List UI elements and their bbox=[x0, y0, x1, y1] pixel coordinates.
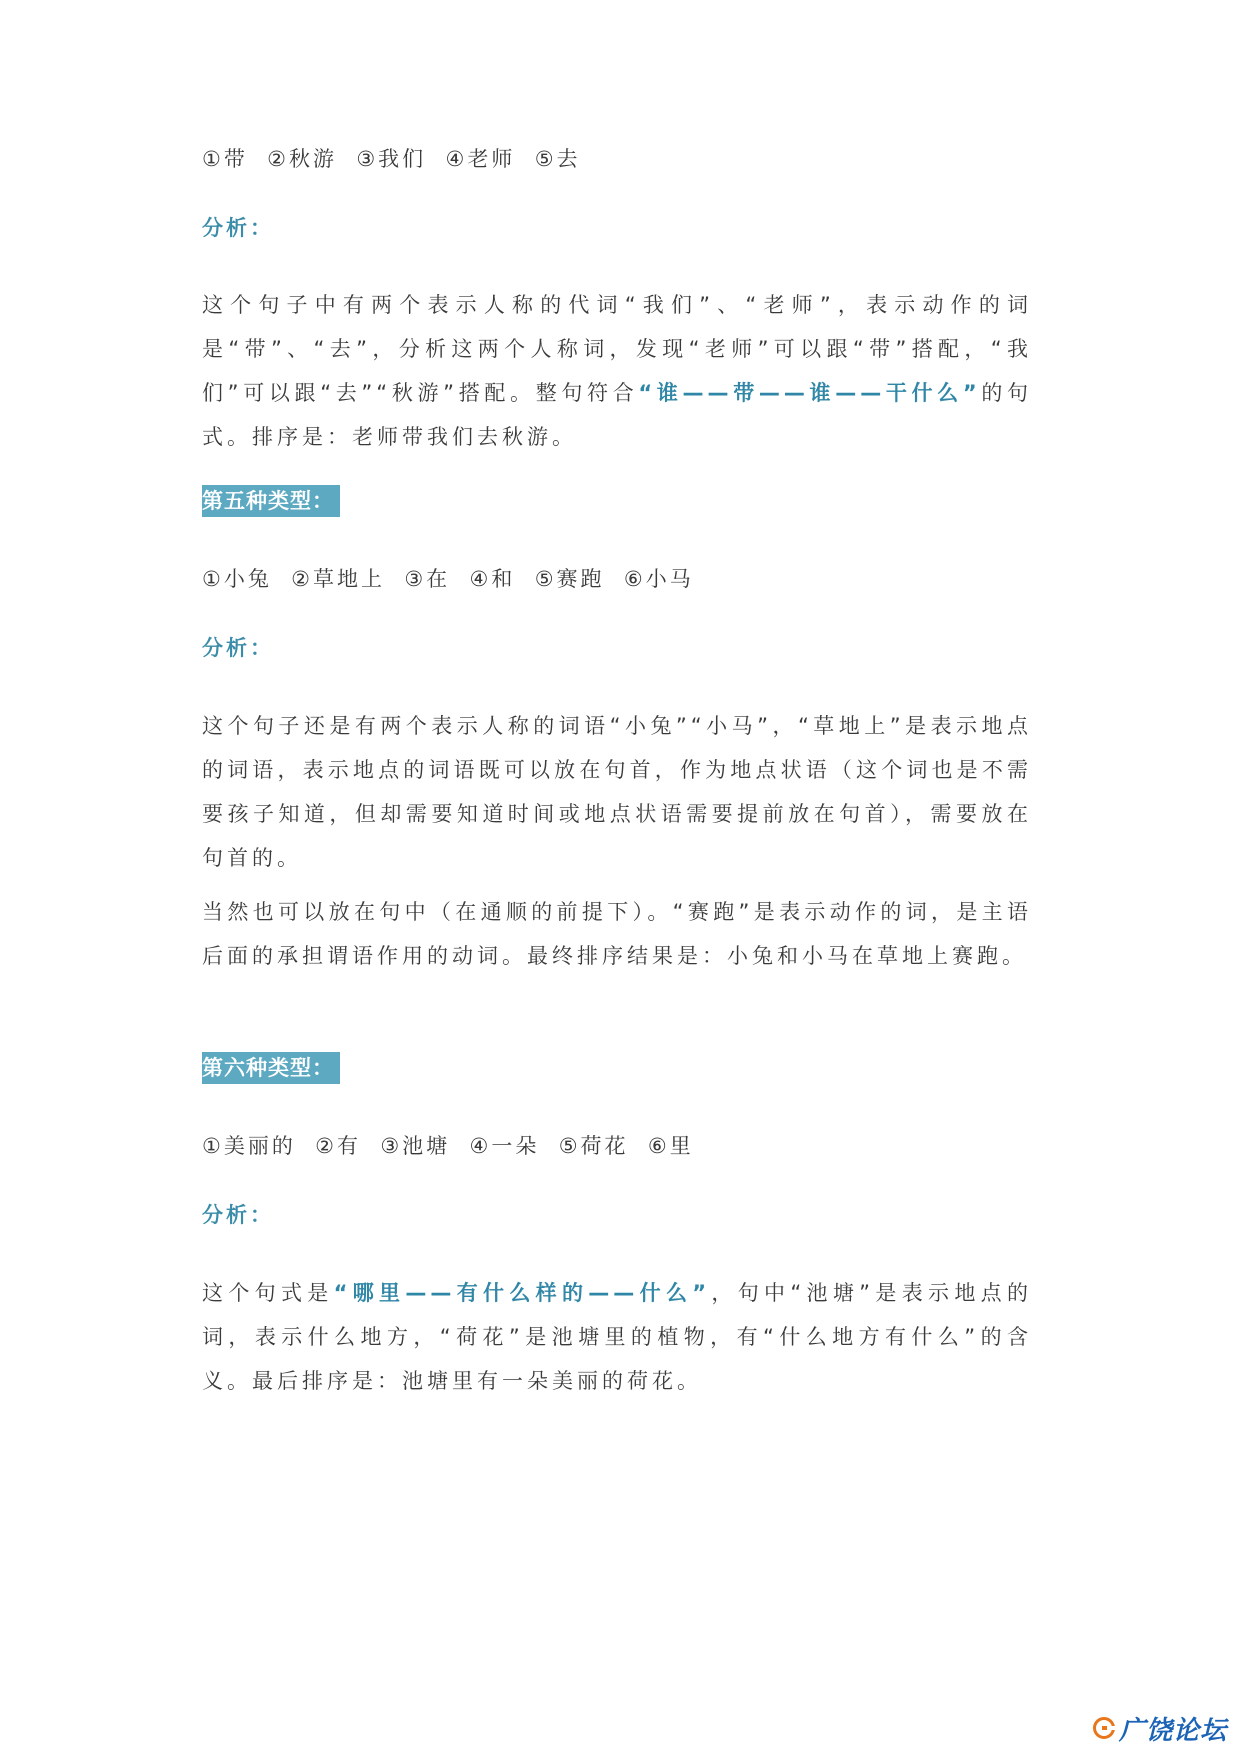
paragraph-text: 这个句子中有两个表示人称的代词“我们”、“老师”，表示动作的词是“带”、“去”，分析这两个人称词，发现“老师”可以跟“带”搭配，“我们”可以跟“去”“秋游”搭配。整句符合 bbox=[202, 293, 1032, 405]
site-watermark bbox=[1093, 1710, 1227, 1746]
sentence-pattern-highlight: “哪里——有什么样的——什么” bbox=[333, 1281, 711, 1305]
choices-list-6: ①美丽的 ②有 ③池塘 ④一朵 ⑤荷花 ⑥里 bbox=[202, 1134, 694, 1158]
sentence-pattern-highlight: “谁——带——谁——干什么” bbox=[638, 381, 981, 405]
analysis-paragraph-6 bbox=[202, 1271, 1032, 1403]
analysis-paragraph-5a: 这个句子还是有两个表示人称的词语“小兔”“小马”，“草地上”是表示地点的词语，表示地点的词语既可以放在句首，作为地点状语（这个词也是不需要孩子知道，但却需要知道时间或地点状语需要提前放在句首），需要放在句首的。 bbox=[202, 714, 1032, 870]
analysis-paragraph-4 bbox=[202, 283, 1032, 459]
paragraph-text: 的句式。排序是：老师带我们去秋游。 bbox=[202, 381, 1032, 449]
watermark-text: 广饶论坛 bbox=[1118, 1715, 1227, 1746]
analysis-label-5: 分析： bbox=[202, 636, 274, 660]
choices-list-5: ①小兔 ②草地上 ③在 ④和 ⑤赛跑 ⑥小马 bbox=[202, 567, 694, 591]
paragraph-text: 这个句式是 bbox=[202, 1281, 334, 1305]
type-heading-6: 第六种类型： bbox=[202, 1052, 340, 1084]
document-page bbox=[202, 0, 1032, 1754]
forum-logo-icon bbox=[1093, 1717, 1115, 1739]
choices-list-4: ①带 ②秋游 ③我们 ④老师 ⑤去 bbox=[202, 147, 581, 171]
analysis-paragraph-5b: 当然也可以放在句中（在通顺的前提下）。“赛跑”是表示动作的词，是主语后面的承担谓语作用的动词。最终排序结果是：小兔和小马在草地上赛跑。 bbox=[202, 900, 1032, 968]
type-heading-5: 第五种类型： bbox=[202, 485, 340, 517]
analysis-label-4: 分析： bbox=[202, 216, 274, 240]
paragraph-text: ，句中“池塘”是表示地点的词，表示什么地方，“荷花”是池塘里的植物，有“什么地方有什么”的含义。最后排序是：池塘里有一朵美丽的荷花。 bbox=[202, 1281, 1032, 1393]
analysis-label-6: 分析： bbox=[202, 1203, 274, 1227]
